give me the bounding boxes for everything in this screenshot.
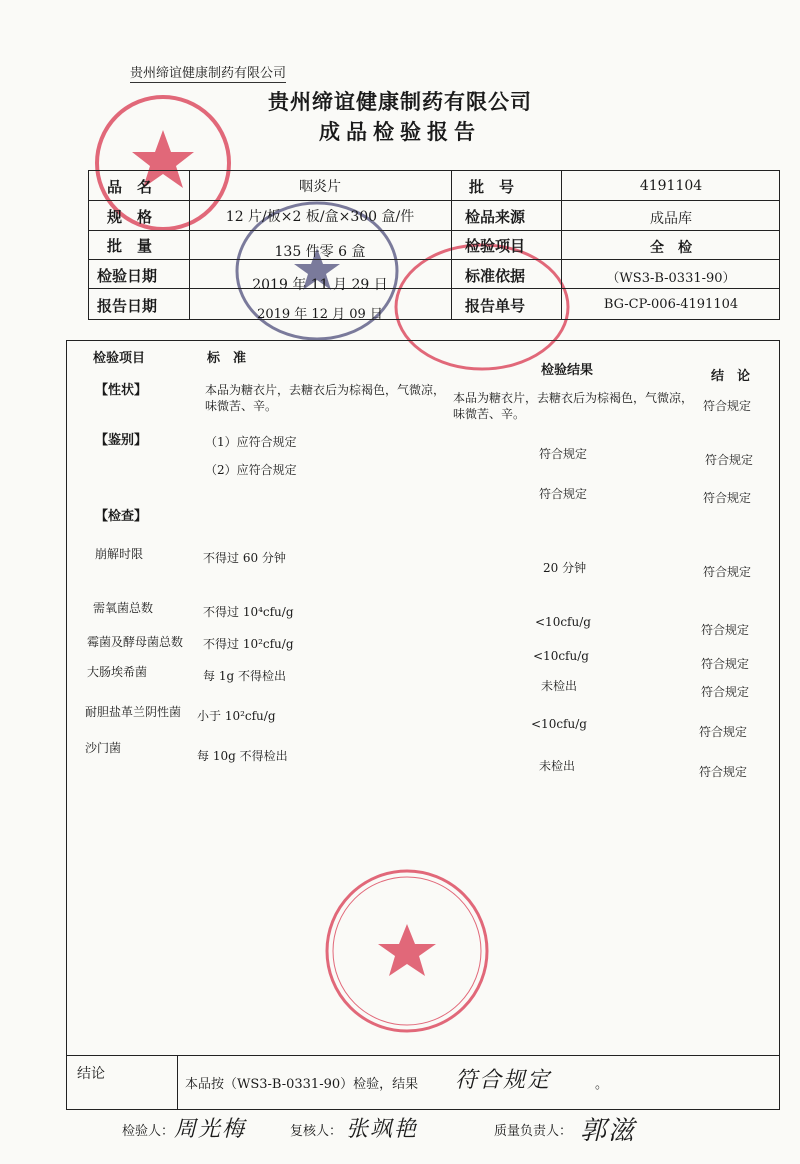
row-conclusion: 符合规定	[701, 685, 750, 699]
company-name-header: 贵州缔谊健康制药有限公司	[130, 62, 286, 83]
value-source: 成品库	[650, 211, 692, 227]
col-item-header: 检验项目	[93, 351, 146, 366]
conclusion-end: 。	[595, 1077, 609, 1092]
label-standard: 标准依据	[465, 267, 526, 285]
value-spec: 12 片/板×2 板/盒×300 盒/件	[225, 209, 415, 225]
value-batch: 4191104	[639, 178, 703, 194]
reviewer-label: 复核人：	[290, 1124, 343, 1139]
row-result: 20 分钟	[543, 561, 587, 575]
row-standard: （2）应符合规定	[205, 463, 297, 477]
row-standard: 小于 10²cfu/g	[197, 709, 276, 723]
row-conclusion: 符合规定	[701, 657, 750, 671]
row-standard: 每 1g 不得检出	[203, 669, 286, 683]
col-result-header: 检验结果	[541, 363, 594, 378]
row-conclusion: 符合规定	[699, 725, 748, 739]
quality-label: 质量负责人：	[494, 1124, 573, 1139]
label-spec: 规 格	[107, 208, 153, 226]
label-test-date: 检验日期	[97, 267, 158, 285]
row-result-line2: 味微苦、辛。	[453, 407, 526, 421]
label-quantity: 批 量	[107, 237, 153, 255]
section-check: 【检查】	[95, 509, 148, 524]
row-item: 【性状】	[95, 383, 148, 398]
row-standard: 不得过 10²cfu/g	[203, 637, 294, 651]
row-conclusion: 符合规定	[705, 453, 754, 467]
row-standard: （1）应符合规定	[205, 435, 297, 449]
results-table	[66, 340, 780, 1110]
row-conclusion: 符合规定	[703, 399, 752, 413]
row-item: 大肠埃希菌	[87, 665, 148, 679]
inspector-label: 检验人：	[122, 1124, 175, 1139]
row-standard: 不得过 10⁴cfu/g	[203, 605, 294, 619]
row-item: 需氧菌总数	[93, 601, 154, 615]
row-conclusion: 符合规定	[701, 623, 750, 637]
row-item: 霉菌及酵母菌总数	[87, 635, 184, 649]
row-result: <10cfu/g	[531, 717, 587, 731]
row-item: 耐胆盐革兰阴性菌	[85, 705, 182, 719]
report-title: 成品检验报告	[319, 119, 481, 144]
row-item: 沙门菌	[85, 741, 122, 755]
label-product-name: 品 名	[107, 178, 153, 196]
row-result: 符合规定	[539, 447, 588, 461]
label-batch: 批 号	[469, 178, 515, 196]
company-title: 贵州缔谊健康制药有限公司	[268, 89, 532, 114]
row-item: 【鉴别】	[95, 433, 148, 448]
row-conclusion: 符合规定	[699, 765, 748, 779]
value-quantity: 135 件零 6 盒	[274, 244, 366, 260]
inspector-signature: 周光梅	[174, 1117, 247, 1142]
conclusion-text: 本品按（WS3-B-0331-90）检验，结果	[185, 1077, 419, 1092]
label-report-no: 报告单号	[465, 297, 526, 315]
row-standard: 每 10g 不得检出	[197, 749, 288, 763]
value-test-date: 2019 年 11 月 29 日	[252, 277, 388, 293]
conclusion-handwritten: 符合规定	[455, 1068, 552, 1093]
value-product-name: 咽炎片	[299, 179, 341, 195]
row-result: 未检出	[541, 679, 578, 693]
label-items: 检验项目	[465, 237, 526, 255]
row-standard-line2: 味微苦、辛。	[205, 399, 278, 413]
label-source: 检品来源	[465, 208, 526, 226]
row-item: 崩解时限	[95, 547, 144, 561]
row-result: <10cfu/g	[535, 615, 591, 629]
label-report-date: 报告日期	[97, 297, 158, 315]
row-result: 未检出	[539, 759, 576, 773]
quality-signature: 郭滋	[580, 1116, 637, 1146]
row-result: 符合规定	[539, 487, 588, 501]
value-items: 全 检	[650, 240, 692, 256]
value-report-no: BG-CP-006-4191104	[603, 297, 739, 312]
row-standard: 不得过 60 分钟	[203, 551, 286, 565]
row-standard-line1: 本品为糖衣片，去糖衣后为棕褐色，气微凉，	[205, 383, 446, 397]
col-standard-header: 标 准	[207, 351, 247, 366]
value-report-date: 2019 年 12 月 09 日	[257, 307, 383, 322]
row-conclusion: 符合规定	[703, 491, 752, 505]
value-standard: （WS3-B-0331-90）	[606, 271, 736, 286]
info-table	[88, 170, 780, 320]
reviewer-signature: 张飒艳	[346, 1117, 419, 1142]
row-result: <10cfu/g	[533, 649, 589, 663]
row-conclusion: 符合规定	[703, 565, 752, 579]
conclusion-label: 结论	[77, 1066, 105, 1082]
row-result-line1: 本品为糖衣片，去糖衣后为棕褐色，气微凉，	[453, 391, 694, 405]
col-conclusion-header: 结 论	[711, 369, 751, 384]
